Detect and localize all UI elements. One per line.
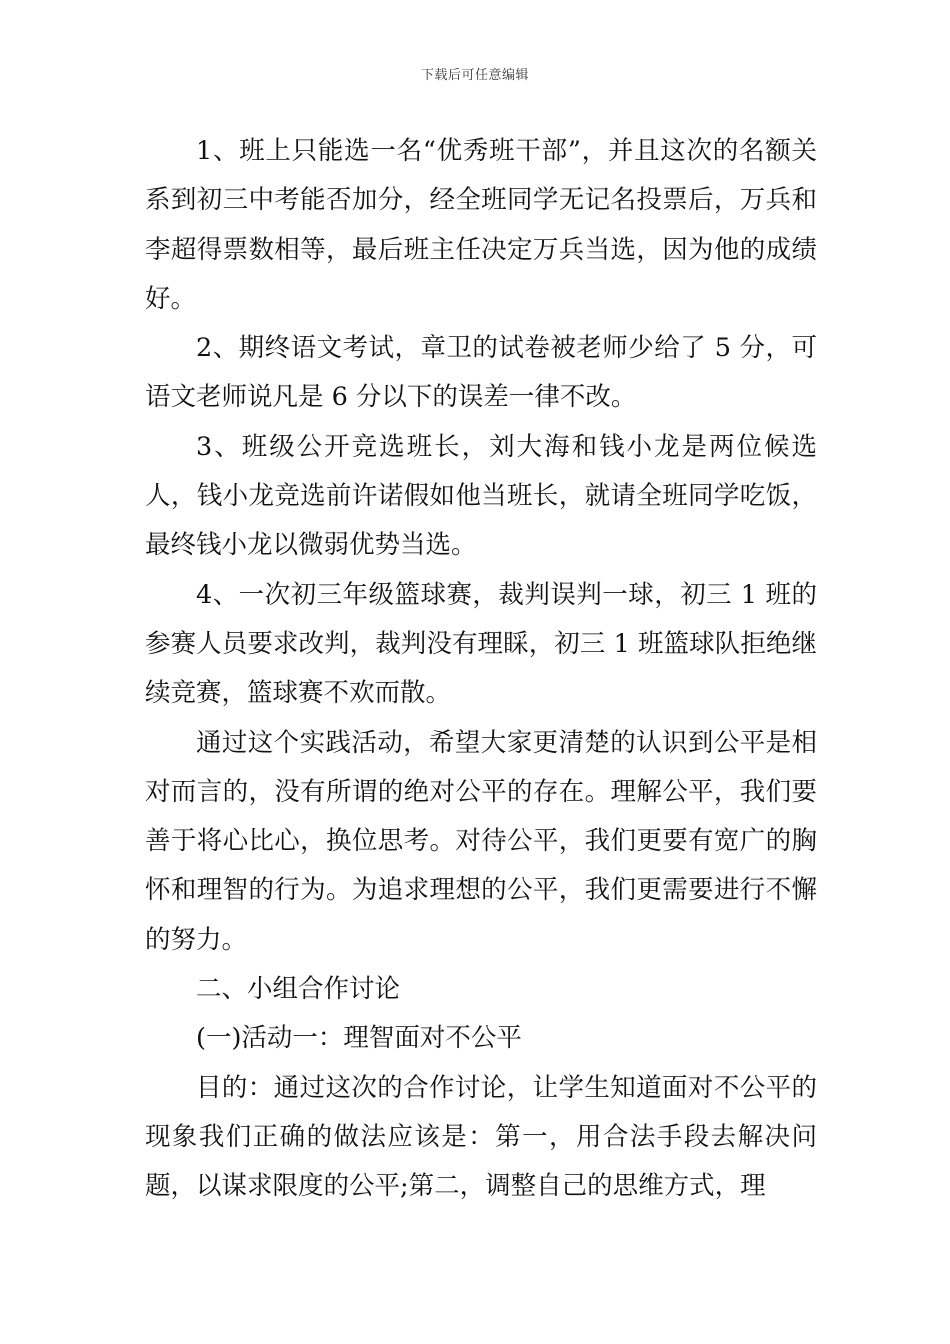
paragraph-item-3: 3、班级公开竞选班长，刘大海和钱小龙是两位候选人，钱小龙竞选前许诺假如他当班长，就请全班同学吃饭，最终钱小龙以微弱优势当选。 — [145, 431, 817, 561]
activity-heading: (一)活动一：理智面对不公平 — [196, 1023, 522, 1054]
document-body — [145, 127, 817, 1212]
summary-paragraph: 通过这个实践活动，希望大家更清楚的认识到公平是相对而言的，没有所谓的绝对公平的存在。理解公平，我们要善于将心比心，换位思考。对待公平，我们更要有宽广的胸怀和理智的行为。为追求理想的公平，我们更需要进行不懈的努力。 — [145, 727, 817, 955]
section-heading: 二、小组合作讨论 — [196, 974, 401, 1005]
paragraph-item-4: 4、一次初三年级篮球赛，裁判误判一球，初三 1 班的参赛人员要求改判，裁判没有理睬，初三 1 班篮球队拒绝继续竞赛，篮球赛不欢而散。 — [145, 579, 817, 709]
paragraph-item-1: 1、班上只能选一名“优秀班干部”，并且这次的名额关系到初三中考能否加分，经全班同学无记名投票后，万兵和李超得票数相等，最后班主任决定万兵当选，因为他的成绩好。 — [145, 136, 817, 314]
page-header: 下载后可任意编辑 — [420, 68, 529, 83]
paragraph-item-2: 2、期终语文考试，章卫的试卷被老师少给了 5 分，可语文老师说凡是 6 分以下的误差一律不改。 — [145, 333, 817, 413]
purpose-paragraph: 目的：通过这次的合作讨论，让学生知道面对不公平的现象我们正确的做法应该是：第一，用合法手段去解决问题，以谋求限度的公平;第二，调整自己的思维方式，理 — [145, 1072, 817, 1202]
